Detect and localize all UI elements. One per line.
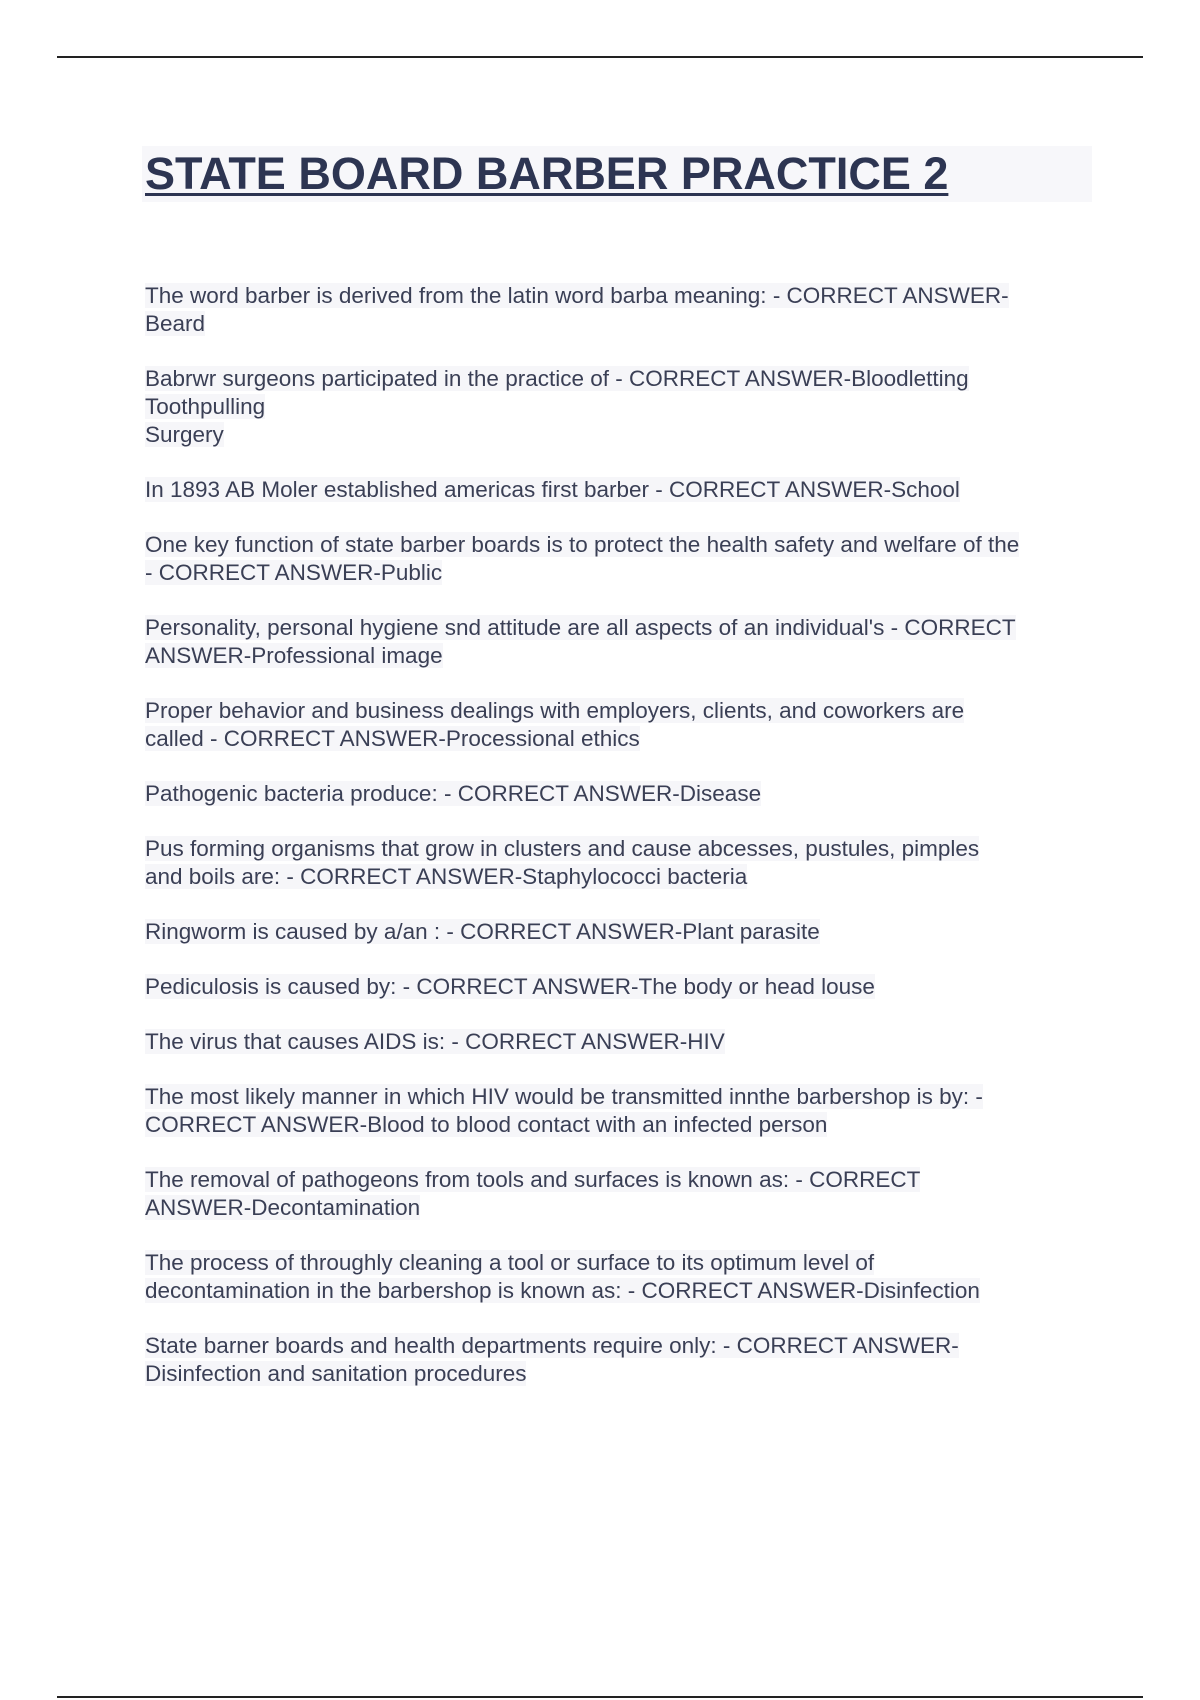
qa-line (145, 1332, 1095, 1360)
qa-item (145, 282, 1095, 338)
qa-line-text: Pus forming organisms that grow in clusters and cause abcesses, pustules, pimples (145, 836, 980, 861)
qa-line (145, 1249, 1095, 1277)
question-answer-list (145, 282, 1095, 1415)
qa-line-text: The most likely manner in which HIV would be transmitted innthe barbershop is by: - (145, 1084, 983, 1109)
qa-line (145, 559, 1095, 587)
qa-line-text: and boils are: - CORRECT ANSWER-Staphylococci bacteria (145, 864, 748, 889)
qa-line-text: The process of throughly cleaning a tool or surface to its optimum level of (145, 1250, 875, 1275)
qa-line (145, 918, 1095, 946)
qa-line (145, 531, 1095, 559)
qa-line-text: Pathogenic bacteria produce: - CORRECT ANSWER-Disease (145, 781, 762, 806)
qa-line-text: The word barber is derived from the latin word barba meaning: - CORRECT ANSWER- (145, 283, 1009, 308)
qa-item (145, 531, 1095, 587)
qa-line-text: Ringworm is caused by a/an : - CORRECT ANSWER-Plant parasite (145, 919, 820, 944)
qa-line (145, 365, 1095, 393)
qa-line-text: Beard (145, 311, 206, 336)
qa-item (145, 365, 1095, 449)
qa-line (145, 421, 1095, 449)
qa-line (145, 1360, 1095, 1388)
qa-line-text: decontamination in the barbershop is known as: - CORRECT ANSWER-Disinfection (145, 1278, 980, 1303)
qa-item (145, 918, 1095, 946)
qa-line-text: Personality, personal hygiene snd attitude are all aspects of an individual's - CORRECT (145, 615, 1016, 640)
qa-line (145, 393, 1095, 421)
qa-item (145, 1249, 1095, 1305)
footer-rule (57, 1696, 1143, 1698)
qa-item (145, 1166, 1095, 1222)
qa-item (145, 697, 1095, 753)
qa-item (145, 1028, 1095, 1056)
qa-line (145, 1166, 1095, 1194)
qa-line-text: Pediculosis is caused by: - CORRECT ANSWER-The body or head louse (145, 974, 875, 999)
qa-line (145, 725, 1095, 753)
qa-line (145, 642, 1095, 670)
qa-item (145, 973, 1095, 1001)
title-block (142, 146, 1092, 202)
qa-item (145, 1083, 1095, 1139)
qa-line-text: Disinfection and sanitation procedures (145, 1361, 527, 1386)
qa-item (145, 476, 1095, 504)
qa-line (145, 310, 1095, 338)
qa-line (145, 282, 1095, 310)
qa-line (145, 1277, 1095, 1305)
qa-item (145, 835, 1095, 891)
qa-line-text: Toothpulling (145, 394, 266, 419)
page-title: STATE BOARD BARBER PRACTICE 2 (145, 148, 949, 199)
qa-line-text: Surgery (145, 422, 224, 447)
qa-line-text: The virus that causes AIDS is: - CORRECT ANSWER-HIV (145, 1029, 725, 1054)
qa-line (145, 697, 1095, 725)
qa-line (145, 863, 1095, 891)
qa-line (145, 835, 1095, 863)
qa-line (145, 1083, 1095, 1111)
qa-line-text: Proper behavior and business dealings with employers, clients, and coworkers are (145, 698, 965, 723)
qa-line (145, 1194, 1095, 1222)
qa-line-text: called - CORRECT ANSWER-Processional ethics (145, 726, 640, 751)
qa-line (145, 1028, 1095, 1056)
qa-line-text: State barner boards and health departments require only: - CORRECT ANSWER- (145, 1333, 959, 1358)
qa-line-text: In 1893 AB Moler established americas first barber - CORRECT ANSWER-School (145, 477, 960, 502)
header-rule (57, 56, 1143, 58)
qa-item (145, 1332, 1095, 1388)
qa-item (145, 780, 1095, 808)
qa-line-text: - CORRECT ANSWER-Public (145, 560, 443, 585)
qa-line (145, 973, 1095, 1001)
qa-line-text: Babrwr surgeons participated in the practice of - CORRECT ANSWER-Bloodletting (145, 366, 969, 391)
qa-line (145, 780, 1095, 808)
qa-item (145, 614, 1095, 670)
qa-line-text: CORRECT ANSWER-Blood to blood contact with an infected person (145, 1112, 828, 1137)
qa-line (145, 1111, 1095, 1139)
qa-line (145, 476, 1095, 504)
qa-line-text: One key function of state barber boards is to protect the health safety and welfare of the (145, 532, 1020, 557)
qa-line-text: ANSWER-Professional image (145, 643, 443, 668)
qa-line-text: ANSWER-Decontamination (145, 1195, 421, 1220)
qa-line-text: The removal of pathogeons from tools and surfaces is known as: - CORRECT (145, 1167, 921, 1192)
qa-line (145, 614, 1095, 642)
